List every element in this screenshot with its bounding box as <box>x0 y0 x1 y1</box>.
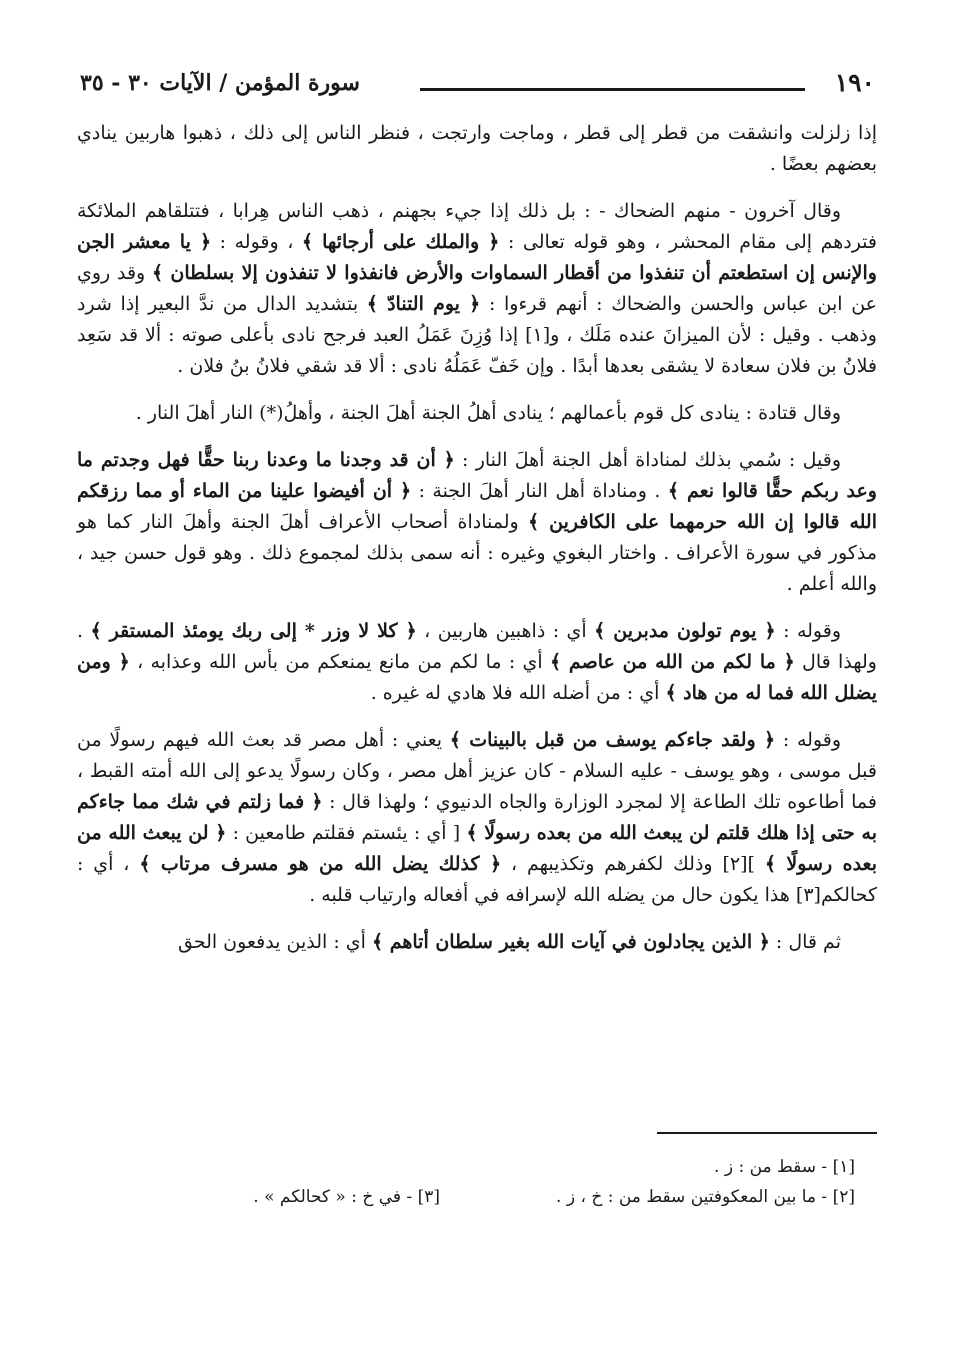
footnote-3: [٣] - في خ : « كحالكم » . <box>253 1187 440 1207</box>
commentary-text: ولمناداة أصحاب الأعراف أهلَ الجنة وأهلَ النار كما هو مذكور في سورة الأعراف . واختار البغوي وغيره : أنه سمى بذلك لمجموع ذلك . وهو قول حسن جيد ، والله أعلم . <box>77 511 877 595</box>
commentary-text: وقال قتادة : ينادى كل قوم بأعمالهم ؛ ينادى أهلُ الجنة أهلَ الجنة ، وأهلُ(*) النار أهلَ النار . <box>135 402 841 424</box>
quran-verse: ﴿ أن قد وجدنا ما وعدنا ربنا حقًّا فهل وجدتم ما وعد ربكم حقًّا قالوا نعم ﴾ <box>77 449 877 502</box>
running-title: سورة المؤمن / الآيات ٣٠ - ٣٥ <box>80 70 360 96</box>
footnote-line <box>75 1182 855 1212</box>
quran-verse: ﴿ ومن يضلل الله فما له من هاد ﴾ <box>77 651 877 704</box>
quran-verse: ﴿ والملك على أرجائها ﴾ <box>301 231 500 253</box>
quran-verse: ﴿ ولقد جاءكم يوسف من قبل بالبينات ﴾ <box>449 729 776 751</box>
commentary-text: أي : ما لكم من مانع يمنعكم من بأس الله وعذابه ، <box>129 651 550 673</box>
quran-verse: ﴿ لن يبعث الله من بعده رسولًا ﴾ <box>77 822 877 875</box>
footnote-2: [٢] - ما بين المعكوفتين سقط من : خ ، ز . <box>556 1187 855 1207</box>
footnote-line <box>75 1152 855 1182</box>
commentary-text: وقال آخرون - منهم الضحاك - : بل ذلك إذا جيء بجهنم ، ذهب الناس هِرابا ، فتتلقاهم الملائكة فتردهم إلى مقام المحشر ، وهو قوله تعالى : <box>77 200 877 253</box>
page-number: ١٩٠ <box>834 68 875 97</box>
page-header <box>80 62 875 106</box>
commentary-text: وقيل : سُمي بذلك لمناداة أهل الجنة أهلَ النار : <box>454 449 841 471</box>
commentary-text: ثم قال : <box>769 931 841 953</box>
commentary-text: وقوله : <box>775 620 841 642</box>
commentary-text: . ولهذا قال <box>77 620 877 673</box>
commentary-text: وقد روي عن ابن عباس والحسن والضحاك : أنهم قرءوا : <box>77 262 877 315</box>
paragraph <box>77 445 877 600</box>
paragraph <box>77 725 877 911</box>
quran-verse: ﴿ يوم التنادّ ﴾ <box>366 293 481 315</box>
commentary-text: . ومناداة أهل النار أهلَ الجنة : <box>411 480 668 502</box>
footnote-rule <box>657 1132 877 1134</box>
commentary-text: يعني : أهل مصر قد بعث الله فيهم رسولًا من قبل موسى ، وهو يوسف - عليه السلام - كان عزيز أهل مصر ، وكان رسولًا يدعو إلى الله أمته القبط ، فما أطاعوه تلك الطاعة إلا لمجرد الوزارة والجاه الدنيوي ؛ ولهذا قال : <box>77 729 877 813</box>
commentary-text: بتشديد الدال من ندَّ البعير إذا شرد وذهب . وقيل : لأن الميزانَ عنده مَلَك ، و[١] إذا وُزِنَ عَمَلُ العبد فرجح نادى بأعلى صوته : ألا قد سَعِد فلانُ بن فلان سعادة لا يشقى بعدها أبدًا . وإن خَفّ عَمَلُهُ نادى : ألا قد شقي فلانُ بنُ فلان . <box>77 293 877 377</box>
paragraph <box>77 927 877 958</box>
commentary-text: ][٢] وذلك لكفرهم وتكذيبهم ، <box>501 853 765 875</box>
commentary-text: أي : الذين يدفعون الحق <box>177 931 372 953</box>
body-text <box>77 118 877 958</box>
quran-verse: ﴿ الذين يجادلون في آيات الله بغير سلطان أتاهم ﴾ <box>371 931 770 953</box>
footnote-1: [١] - سقط من : ز . <box>714 1157 855 1177</box>
paragraph <box>77 616 877 709</box>
header-rule <box>420 88 805 91</box>
commentary-text: إذا زلزلت وانشقت من قطر إلى قطر ، وماجت وارتجت ، فنظر الناس إلى ذلك ، ذهبوا هاربين ينادي بعضهم بعضًا . <box>77 122 877 175</box>
quran-verse: ﴿ فما زلتم في شك مما جاءكم به حتى إذا هلك قلتم لن يبعث الله من بعده رسولًا ﴾ <box>77 791 878 844</box>
paragraph <box>77 196 877 382</box>
commentary-text: أي : ذاهبين هاربين ، <box>416 620 595 642</box>
quran-verse: ﴿ أن أفيضوا علينا من الماء أو مما رزقكم الله قالوا إن الله حرمهما على الكافرين ﴾ <box>77 480 877 533</box>
paragraph <box>77 398 877 429</box>
commentary-text: أي : من أضله الله فلا هادي له غيره . <box>370 682 666 704</box>
quran-verse: ﴿ يا معشر الجن والإنس إن استطعتم أن تنفذوا من أقطار السماوات والأرض فانفذوا لا تنفذون إلا بسلطان ﴾ <box>77 231 877 284</box>
paragraph <box>77 118 877 180</box>
quran-verse: ﴿ يوم تولون مدبرين ﴾ <box>594 620 776 642</box>
footnotes <box>75 1152 855 1212</box>
quran-verse: ﴿ كلا لا وزر * إلى ربك يومئذ المستقر ﴾ <box>90 620 417 642</box>
quran-verse: ﴿ كذلك يضل الله من هو مسرف مرتاب ﴾ <box>139 853 502 875</box>
quran-verse: ﴿ ما لكم من الله من عاصم ﴾ <box>549 651 795 673</box>
commentary-text: ، أي : كحالكم[٣] هذا يكون حال من يضله الله لإسرافه في أفعاله وارتياب قلبه . <box>77 853 877 906</box>
commentary-text: وقوله : <box>775 729 842 751</box>
commentary-text: [ أي : يئستم فقلتم طامعين : <box>226 822 467 844</box>
commentary-text: ، وقوله : <box>211 231 302 253</box>
